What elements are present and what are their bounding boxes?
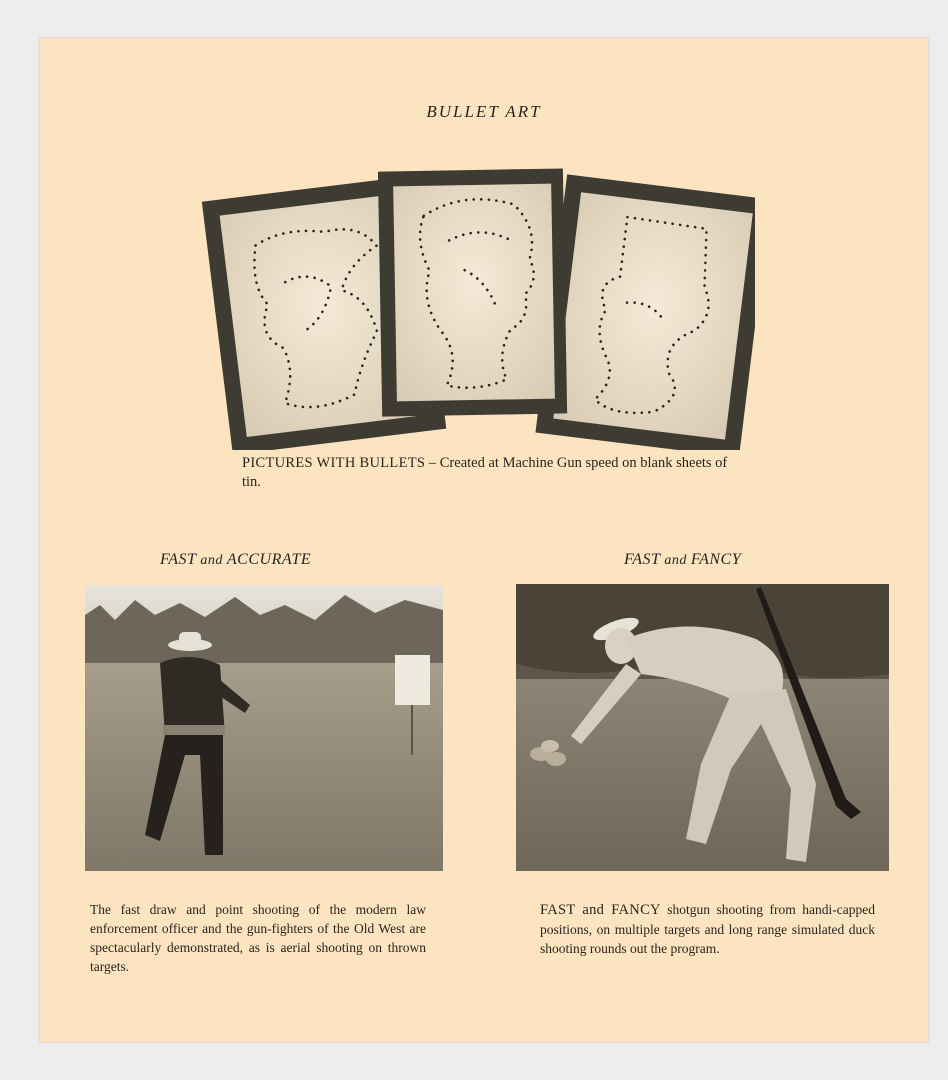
caption-dash: – (425, 455, 440, 471)
fast-fancy-text (540, 900, 875, 958)
fast-fancy-text-lead: FAST and FANCY (540, 902, 661, 918)
tin-sheet-right (535, 174, 755, 450)
brochure-page (40, 38, 928, 1042)
bullet-art-title: BULLET ART (426, 102, 542, 121)
bullet-art-caption (242, 454, 732, 492)
fast-accurate-text: The fast draw and point shooting of the modern law enforcement officer and the gun-fighters of the Old West are spectacularly demonstrated, as is aerial shooting on thrown targets. (90, 902, 426, 974)
left-section-title: FAST and ACCURATE (160, 551, 312, 568)
tin-sheet-center (378, 168, 567, 416)
caption-lead: PICTURES WITH BULLETS (242, 455, 426, 471)
fast-fancy-photo (516, 584, 889, 871)
right-section-title: FAST and FANCY (624, 551, 742, 568)
bullet-art-photo (195, 130, 755, 450)
fast-fancy-text-rest: shotgun shooting from handi-capped positions, on multiple targets and long range simulated duck shooting rounds out the program. (540, 902, 875, 956)
caption-rest: Created at Machine Gun speed on blank sheets of tin. (242, 455, 728, 490)
fast-accurate-photo (85, 585, 443, 871)
